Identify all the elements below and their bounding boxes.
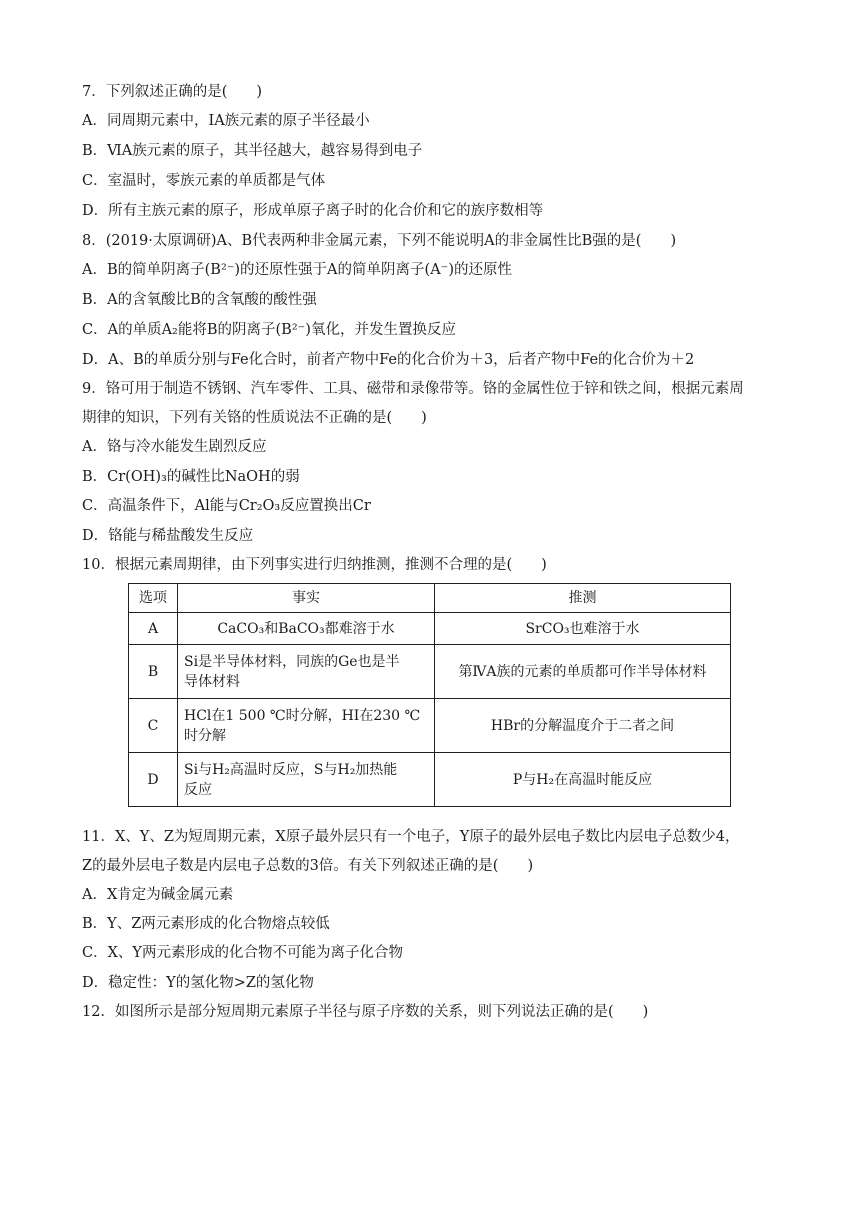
fact-line: Si与H₂高温时反应，S与H₂加热能 [184, 761, 398, 778]
q7-option-d: D．所有主族元素的原子，形成单原子离子时的化合价和它的族序数相等 [82, 203, 544, 219]
table-row [129, 753, 731, 807]
table-cell-inference: P与H₂在高温时能反应 [435, 753, 731, 807]
table-cell-fact [178, 753, 435, 807]
q9-option-a: A．铬与冷水能发生剧烈反应 [82, 439, 267, 455]
fact-line: Si是半导体材料，同族的Ge也是半 [184, 653, 400, 670]
q8-option-a: A．B的简单阴离子(B²⁻)的还原性强于A的简单阴离子(A⁻)的还原性 [82, 262, 512, 278]
q7-option-c: C．室温时，零族元素的单质都是气体 [82, 173, 326, 189]
q12-stem: 12．如图所示是部分短周期元素原子半径与原子序数的关系，则下列说法正确的是( ) [82, 1004, 649, 1020]
table-row [129, 613, 731, 645]
table-cell-option: C [129, 699, 178, 753]
q8-option-b: B．A的含氧酸比B的含氧酸的酸性强 [82, 292, 317, 308]
q7-option-a: A．同周期元素中，ⅠA族元素的原子半径最小 [82, 113, 370, 129]
q11-option-c: C．X、Y两元素形成的化合物不可能为离子化合物 [82, 945, 403, 961]
fact-line: CaCO₃和BaCO₃都难溶于水 [217, 620, 395, 637]
q11-option-d: D．稳定性：Y的氢化物>Z的氢化物 [82, 975, 314, 991]
table-cell-fact [178, 613, 435, 645]
fact-line: 导体材料 [184, 673, 240, 690]
q7-stem: 7．下列叙述正确的是( ) [82, 84, 263, 100]
table-header-row [129, 584, 731, 613]
table-header-option: 选项 [129, 584, 178, 613]
table-header-fact: 事实 [178, 584, 435, 613]
fact-line: 时分解 [184, 727, 226, 744]
table-row [129, 699, 731, 753]
table-cell-option: D [129, 753, 178, 807]
table-cell-option: A [129, 613, 178, 645]
table-header-inference: 推测 [435, 584, 731, 613]
q11-option-a: A．X肯定为碱金属元素 [82, 887, 234, 903]
table-row [129, 645, 731, 699]
fact-line: 反应 [184, 781, 212, 798]
table-cell-inference: 第ⅣA族的元素的单质都可作半导体材料 [435, 645, 731, 699]
table-cell-fact [178, 645, 435, 699]
q8-option-c: C．A的单质A₂能将B的阴离子(B²⁻)氧化，并发生置换反应 [82, 322, 456, 338]
q9-stem-line1: 9．铬可用于制造不锈钢、汽车零件、工具、磁带和录像带等。铬的金属性位于锌和铁之间，根据元素周 [82, 381, 744, 397]
q9-option-b: B．Cr(OH)₃的碱性比NaOH的弱 [82, 469, 300, 485]
table-cell-inference: SrCO₃也难溶于水 [435, 613, 731, 645]
q8-stem: 8．(2019·太原调研)A、B代表两种非金属元素，下列不能说明A的非金属性比B强的是( ) [82, 233, 677, 249]
table-cell-inference: HBr的分解温度介于二者之间 [435, 699, 731, 753]
q9-stem-line2: 期律的知识，下列有关铬的性质说法不正确的是( ) [82, 410, 427, 426]
table-cell-option: B [129, 645, 178, 699]
fact-line: HCl在1 500 ℃时分解，HI在230 ℃ [184, 707, 421, 724]
q7-option-b: B．ⅥA族元素的原子，其半径越大，越容易得到电子 [82, 143, 423, 159]
q9-option-c: C．高温条件下，Al能与Cr₂O₃反应置换出Cr [82, 498, 371, 514]
q11-stem-line1: 11．X、Y、Z为短周期元素，X原子最外层只有一个电子，Y原子的最外层电子数比内层电子总数少4， [82, 829, 740, 845]
q10-stem: 10．根据元素周期律，由下列事实进行归纳推测，推测不合理的是( ) [82, 557, 547, 573]
table-cell-fact [178, 699, 435, 753]
q11-option-b: B．Y、Z两元素形成的化合物熔点较低 [82, 916, 330, 932]
q9-option-d: D．铬能与稀盐酸发生反应 [82, 528, 254, 544]
q8-option-d: D．A、B的单质分别与Fe化合时，前者产物中Fe的化合价为＋3，后者产物中Fe的化合价为＋2 [82, 352, 695, 368]
q11-stem-line2: Z的最外层电子数是内层电子总数的3倍。有关下列叙述正确的是( ) [82, 858, 534, 874]
q10-table [128, 583, 731, 807]
